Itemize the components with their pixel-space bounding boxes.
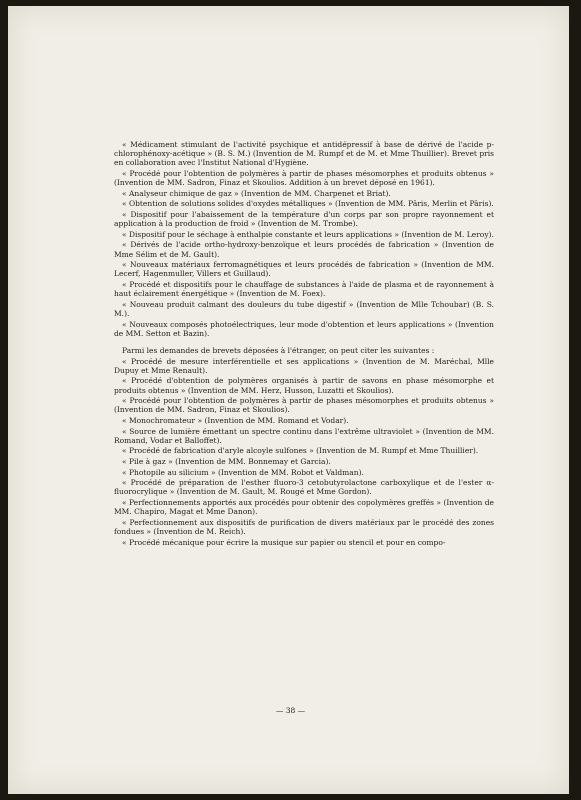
patent-entry: « Dispositif pour le séchage à enthalpie constante et leurs applications » (Invention de M. Leroy). [122,229,494,239]
patent-entry: « Perfectionnement aux dispositifs de purification de divers matériaux par le procédé des zones fondues » (Invention de M. Reich). [114,517,494,536]
patent-list-foreign [114,357,494,547]
patent-entry: « Dispositif pour l'abaissement de la température d'un corps par son propre rayonnement et application à la production de froid » (Invention de M. Trombe). [114,209,494,229]
page-number: — 38 — [275,706,306,715]
patent-entry: « Analyseur chimique de gaz » (Invention de MM. Charpenet et Briat). [122,188,391,198]
patent-entry: « Source de lumière émettant un spectre continu dans l'extrême ultraviolet » (Invention de MM. Romand, Vodar et Balloffet). [114,426,494,445]
patent-entry: « Procédé pour l'obtention de polymères à partir de phases mésomorphes et produits obtenus » (Invention de MM. Sadron, Finaz et Skoulios). [114,396,494,415]
patent-entry: « Pile à gaz » (Invention de MM. Bonnemay et Garcia). [122,456,331,466]
foreign-patents-intro: Parmi les demandes de brevets déposées à l'étranger, on peut citer les suivantes : [122,345,435,355]
patent-entry: « Nouveau produit calmant des douleurs du tube digestif » (Invention de Mlle Tchoubar) (B. S. M.). [114,299,494,318]
patent-entry: « Procédé de fabrication d'aryle alcoyle sulfones » (Invention de M. Rumpf et Mme Thuillier). [122,446,479,456]
patent-entry: « Perfectionnements apportés aux procédés pour obtenir des copolymères greffés » (Invention de MM. Chapiro, Magat et Mme Danon). [114,497,494,517]
patent-entry: « Dérivés de l'acide ortho-hydroxy-benzoïque et leurs procédés de fabrication » (Invention de Mme Sélim et de M. Gault). [114,240,494,259]
patent-entry: « Obtention de solutions solides d'oxydes métalliques » (Invention de MM. Pâris, Merlin et Pâris). [122,199,494,209]
patent-entry: « Procédé de préparation de l'esther fluoro-3 cetobutyrolactone carboxylique et de l'ester α-fluorocrylique » (Invention de M. Gault, M. Rougé et Mme Gordon). [114,478,494,497]
patent-list-domestic [114,140,494,338]
patent-entry: « Procédé d'obtention de polymères organisés à partir de savons en phase mésomorphe et produits obtenus » (Invention de MM. Herz, Husson, Luzatti et Skoulios). [114,376,494,395]
patent-entry: « Photopile au silicium » (Invention de MM. Robot et Valdman). [122,467,364,477]
patent-entry: « Procédé pour l'obtention de polymères à partir de phases mésomorphes et produits obtenus » (Invention de MM. Sadron, Finaz et Skoulios. Addition à un brevet déposé en 1961). [114,169,494,188]
patent-entry: « Monochromateur » (Invention de MM. Romand et Vodar). [122,415,349,425]
document-body [114,140,494,548]
patent-entry: « Procédé et dispositifs pour le chauffage de substances à l'aide de plasma et de rayonnement à haut éclairement énergétique » (Invention de M. Foex). [114,279,494,299]
patent-entry: « Nouveaux composés photoélectriques, leur mode d'obtention et leurs applications » (Invention de MM. Setton et Bazin). [114,319,494,338]
patent-entry: « Procédé de mesure interférentielle et ses applications » (Invention de M. Maréchal, Mlle Dupuy et Mme Renault). [114,356,494,375]
patent-entry: « Médicament stimulant de l'activité psychique et antidépressif à base de dérivé de l'acide p-chlorophénoxy-acétique » (B. S. M.) (Invention de M. Rumpf et de M. et Mme Thuillier). Brevet pris en collaboration avec l'Institut National d'Hygiène. [114,140,494,168]
patent-entry: « Nouveaux matériaux ferromagnétiques et leurs procédés de fabrication » (Invention de MM. Lecerf, Hagenmuller, Villers et Guillaud). [114,260,494,279]
patent-entry: « Procédé mécanique pour écrire la musique sur papier ou stencil et pour en compo- [122,537,446,547]
